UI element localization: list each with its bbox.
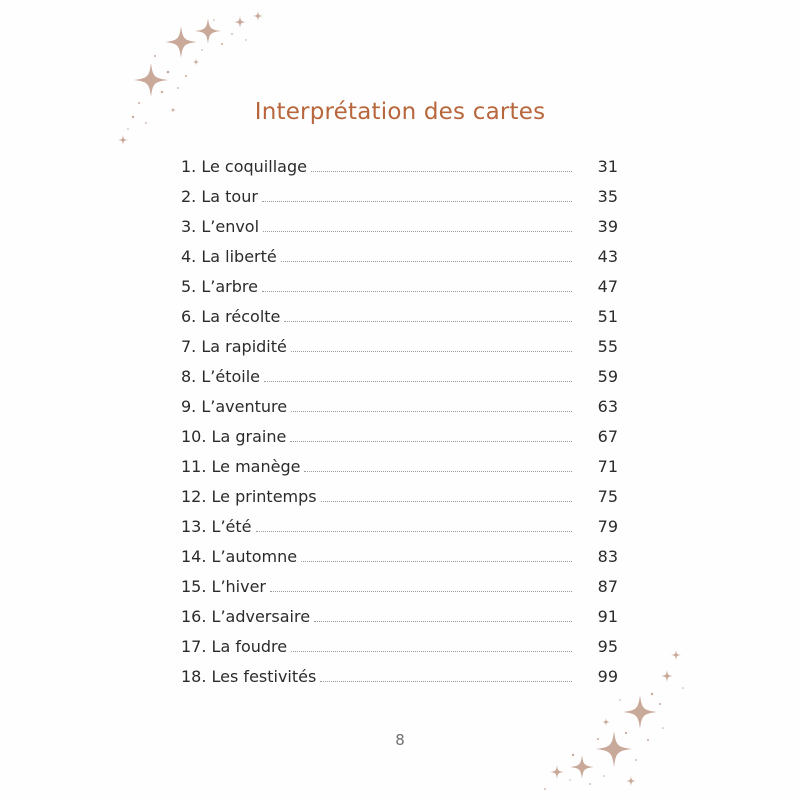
dot-leader	[311, 171, 572, 172]
toc-entry[interactable]	[181, 541, 618, 571]
toc-entry-page: 75	[597, 486, 618, 506]
toc-entry-label: 18. Les festivités	[181, 666, 317, 686]
toc-entry[interactable]	[181, 151, 618, 181]
toc-entry-page: 59	[597, 366, 618, 386]
toc-entry[interactable]	[181, 511, 618, 541]
toc-entry-label: 6. La récolte	[181, 306, 281, 326]
dot-leader	[291, 351, 572, 352]
dot-leader	[262, 291, 572, 292]
toc-entry-page: 71	[597, 456, 618, 476]
toc-entry-label: 10. La graine	[181, 426, 287, 446]
dot-leader	[284, 321, 572, 322]
toc-entry[interactable]	[181, 181, 618, 211]
dot-leader	[291, 651, 572, 652]
toc-entry[interactable]	[181, 661, 618, 691]
toc-entry[interactable]	[181, 301, 618, 331]
toc-entry-page: 99	[597, 666, 618, 686]
toc-entry-page: 83	[597, 546, 618, 566]
toc-entry-label: 4. La liberté	[181, 246, 277, 266]
toc-entry-label: 11. Le manège	[181, 456, 301, 476]
dot-leader	[321, 501, 572, 502]
toc-entry-page: 35	[597, 186, 618, 206]
table-of-contents	[181, 151, 618, 691]
toc-entry-page: 47	[597, 276, 618, 296]
toc-entry-label: 3. L’envol	[181, 216, 260, 236]
toc-entry-label: 15. L’hiver	[181, 576, 267, 596]
toc-entry[interactable]	[181, 241, 618, 271]
toc-entry-label: 14. L’automne	[181, 546, 298, 566]
page-title: Interprétation des cartes	[254, 99, 546, 125]
toc-entry-label: 17. La foudre	[181, 636, 288, 656]
toc-entry[interactable]	[181, 211, 618, 241]
toc-entry[interactable]	[181, 271, 618, 301]
dot-leader	[281, 261, 572, 262]
toc-entry[interactable]	[181, 391, 618, 421]
toc-entry-page: 55	[597, 336, 618, 356]
dot-leader	[264, 381, 572, 382]
toc-entry[interactable]	[181, 451, 618, 481]
toc-entry-label: 7. La rapidité	[181, 336, 287, 356]
dot-leader	[304, 471, 572, 472]
toc-entry-page: 87	[597, 576, 618, 596]
dot-leader	[290, 441, 572, 442]
toc-entry-label: 2. La tour	[181, 186, 258, 206]
toc-entry[interactable]	[181, 481, 618, 511]
toc-entry-page: 43	[597, 246, 618, 266]
dot-leader	[301, 561, 572, 562]
toc-entry-label: 8. L’étoile	[181, 366, 260, 386]
toc-entry-page: 95	[597, 636, 618, 656]
toc-entry-page: 67	[597, 426, 618, 446]
toc-entry-page: 39	[597, 216, 618, 236]
toc-entry-page: 51	[597, 306, 618, 326]
dot-leader	[291, 411, 572, 412]
toc-entry[interactable]	[181, 421, 618, 451]
toc-entry[interactable]	[181, 571, 618, 601]
page-number: 8	[395, 731, 405, 749]
dot-leader	[270, 591, 572, 592]
toc-entry-label: 12. Le printemps	[181, 486, 317, 506]
toc-entry-page: 63	[597, 396, 618, 416]
toc-entry[interactable]	[181, 601, 618, 631]
dot-leader	[256, 531, 573, 532]
toc-entry-label: 1. Le coquillage	[181, 156, 307, 176]
toc-entry[interactable]	[181, 631, 618, 661]
toc-entry-page: 79	[597, 516, 618, 536]
toc-entry-label: 13. L’été	[181, 516, 252, 536]
dot-leader	[262, 201, 572, 202]
toc-entry-page: 91	[597, 606, 618, 626]
toc-entry-label: 9. L’aventure	[181, 396, 288, 416]
toc-entry[interactable]	[181, 331, 618, 361]
toc-entry-label: 16. L’adversaire	[181, 606, 311, 626]
dot-leader	[320, 681, 572, 682]
toc-entry-page: 31	[597, 156, 618, 176]
dot-leader	[263, 231, 572, 232]
dot-leader	[314, 621, 572, 622]
toc-entry[interactable]	[181, 361, 618, 391]
toc-entry-label: 5. L’arbre	[181, 276, 258, 296]
